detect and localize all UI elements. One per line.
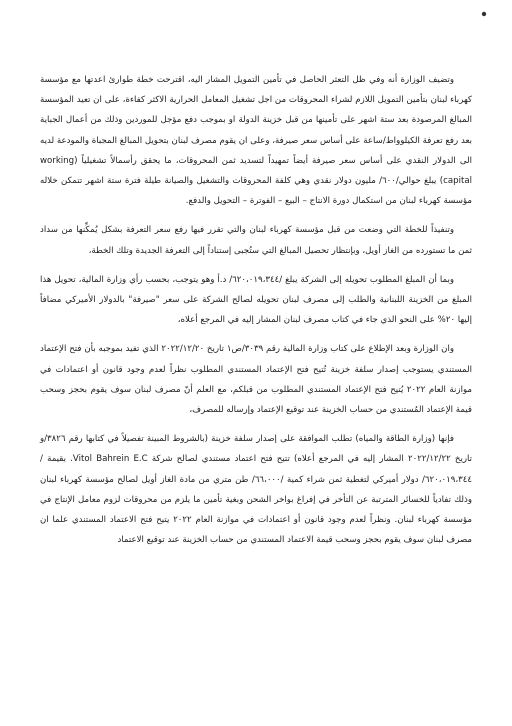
document-body — [40, 70, 472, 550]
paragraph-finance-ministry-letter: وان الوزارة وبعد الإطلاع على كتاب وزارة المالية رقم ٣٠٣٩/ص١ تاريخ ٢٠٢٢/١٢/٢٠ الذي تفيد بموجبه بأن فتح الإعتماد المستندي يستوجب إصدار سلفة خزينة تُتيح فتح الإعتماد المستندي المطلوب نظراً لعدم وجود قانون أو اعتمادات في موازنة العام ٢٠٢٢ يُتيح فتح الإعتماد المستندي المطلوب من قبلكم، مع العلم أنّ مصرف لبنان سوف يقوم بحجز وسحب قيمة الإعتماد المُستندي من حساب الخزينة عند توقيع الإعتماد وإرساله للمصرف، — [40, 344, 473, 416]
paragraph-emergency-plan: وتضيف الوزارة أنه وفي ظل التعثر الحاصل في تأمين التمويل المشار اليه، اقترحت خطة طوارئ اعدتها مع مؤسسة كهرباء لبنان بتأمين التمويل اللازم لشراء المحروقات من اجل تشغيل المعامل الحرارية الاكثر كفاءة، على ان تعيد المؤسسة المبالغ المرصودة بعد ستة اشهر على تأمينها من قبل خزينة الدولة او بموجب دفع مؤجل للموردين وذلك من أعمال الجباية بعد رفع تعرفة الكيلوواط/ساعة على أساس سعر صيرفة، وعلى ان يقوم مصرف لبنان بتحويل المبالغ المجباة والمودعة لديه الى الدولار النقدي على أساس سعر صيرفة أيضاً تمهيداً لتسديد ثمن المحروقات، ما يحقق رأسمالاً تشغيلياً (working capital) يبلغ حوالي/٦٠٠/ مليون دولار نقدي وهي كلفة المحروقات والتشغيل والصيانة طيلة فترة ستة اشهر تتمكن خلاله مؤسسة كهرباء لبنان من استكمال دورة الانتاج – البيع – الفوترة – التحويل والدفع. — [40, 75, 472, 207]
paragraph-plan-implementation: وتنفيذاً للخطة التي وضعت من قبل مؤسسة كهرباء لبنان والتي تقرر فيها رفع سعر التعرفة بشكل يُمكِّنها من سداد ثمن ما تستورده من الغاز أويل، وبإنتظار تحصيل المبالغ التي ستُجبى إستناداً إلى التعرفة الجديدة وتلك الخطة، — [40, 225, 472, 256]
paragraph-treasury-advance-request: فإنها (وزارة الطاقة والمياه) تطلب الموافقة على إصدار سلفة خزينة (بالشروط المبينة تفصيلاً في كتابها رقم ٣٨٢٦/و تاريخ ٢٠٢٢/١٢/٢٢ المشار إليه في المرجع أعلاه) تتيح فتح اعتماد مستندي لصالح شركة Vitol Bahrein E.C. بقيمة /٦٢٠،٠١٩،٣٤٤/ دولار أميركي لتغطية ثمن شراء كمية /٦٦،٠٠٠/ طن متري من مادة الغاز أويل لصالح مؤسسة كهرباء لبنان وذلك تفادياً للخسائر المترتبة عن التأخر في إفراغ بواخر الشحن وبغية تأمين ما يلزم من محروقات لزوم معامل الإنتاج في مؤسسة كهرباء لبنان. ونظراً لعدم وجود قانون أو اعتمادات في موازنة العام ٢٠٢٢ يتيح فتح الاعتماد المستندي علما ان مصرف لبنان سوف يقوم بحجز وسحب قيمة الاعتماد المستندي من حساب الخزينة عند توقيع الاعتماد — [40, 434, 473, 546]
paragraph-transfer-amount: وبما أن المبلغ المطلوب تحويله إلى الشركة يبلغ /٦٢٠،٠١٩،٣٤٤/ د.أ وهو يتوجب، بحسب رأي وزارة المالية، تحويل هذا المبلغ من الخزينة اللبنانية والطلب إلى مصرف لبنان تحويله لصالح الشركة على سعر "صيرفة" بالدولار الأميركي مضافاً إليها ٢٠% على النحو الذي جاء في كتاب مصرف لبنان المشار إليه في المرجع أعلاه، — [40, 274, 472, 326]
corner-dot-mark — [480, 10, 488, 18]
